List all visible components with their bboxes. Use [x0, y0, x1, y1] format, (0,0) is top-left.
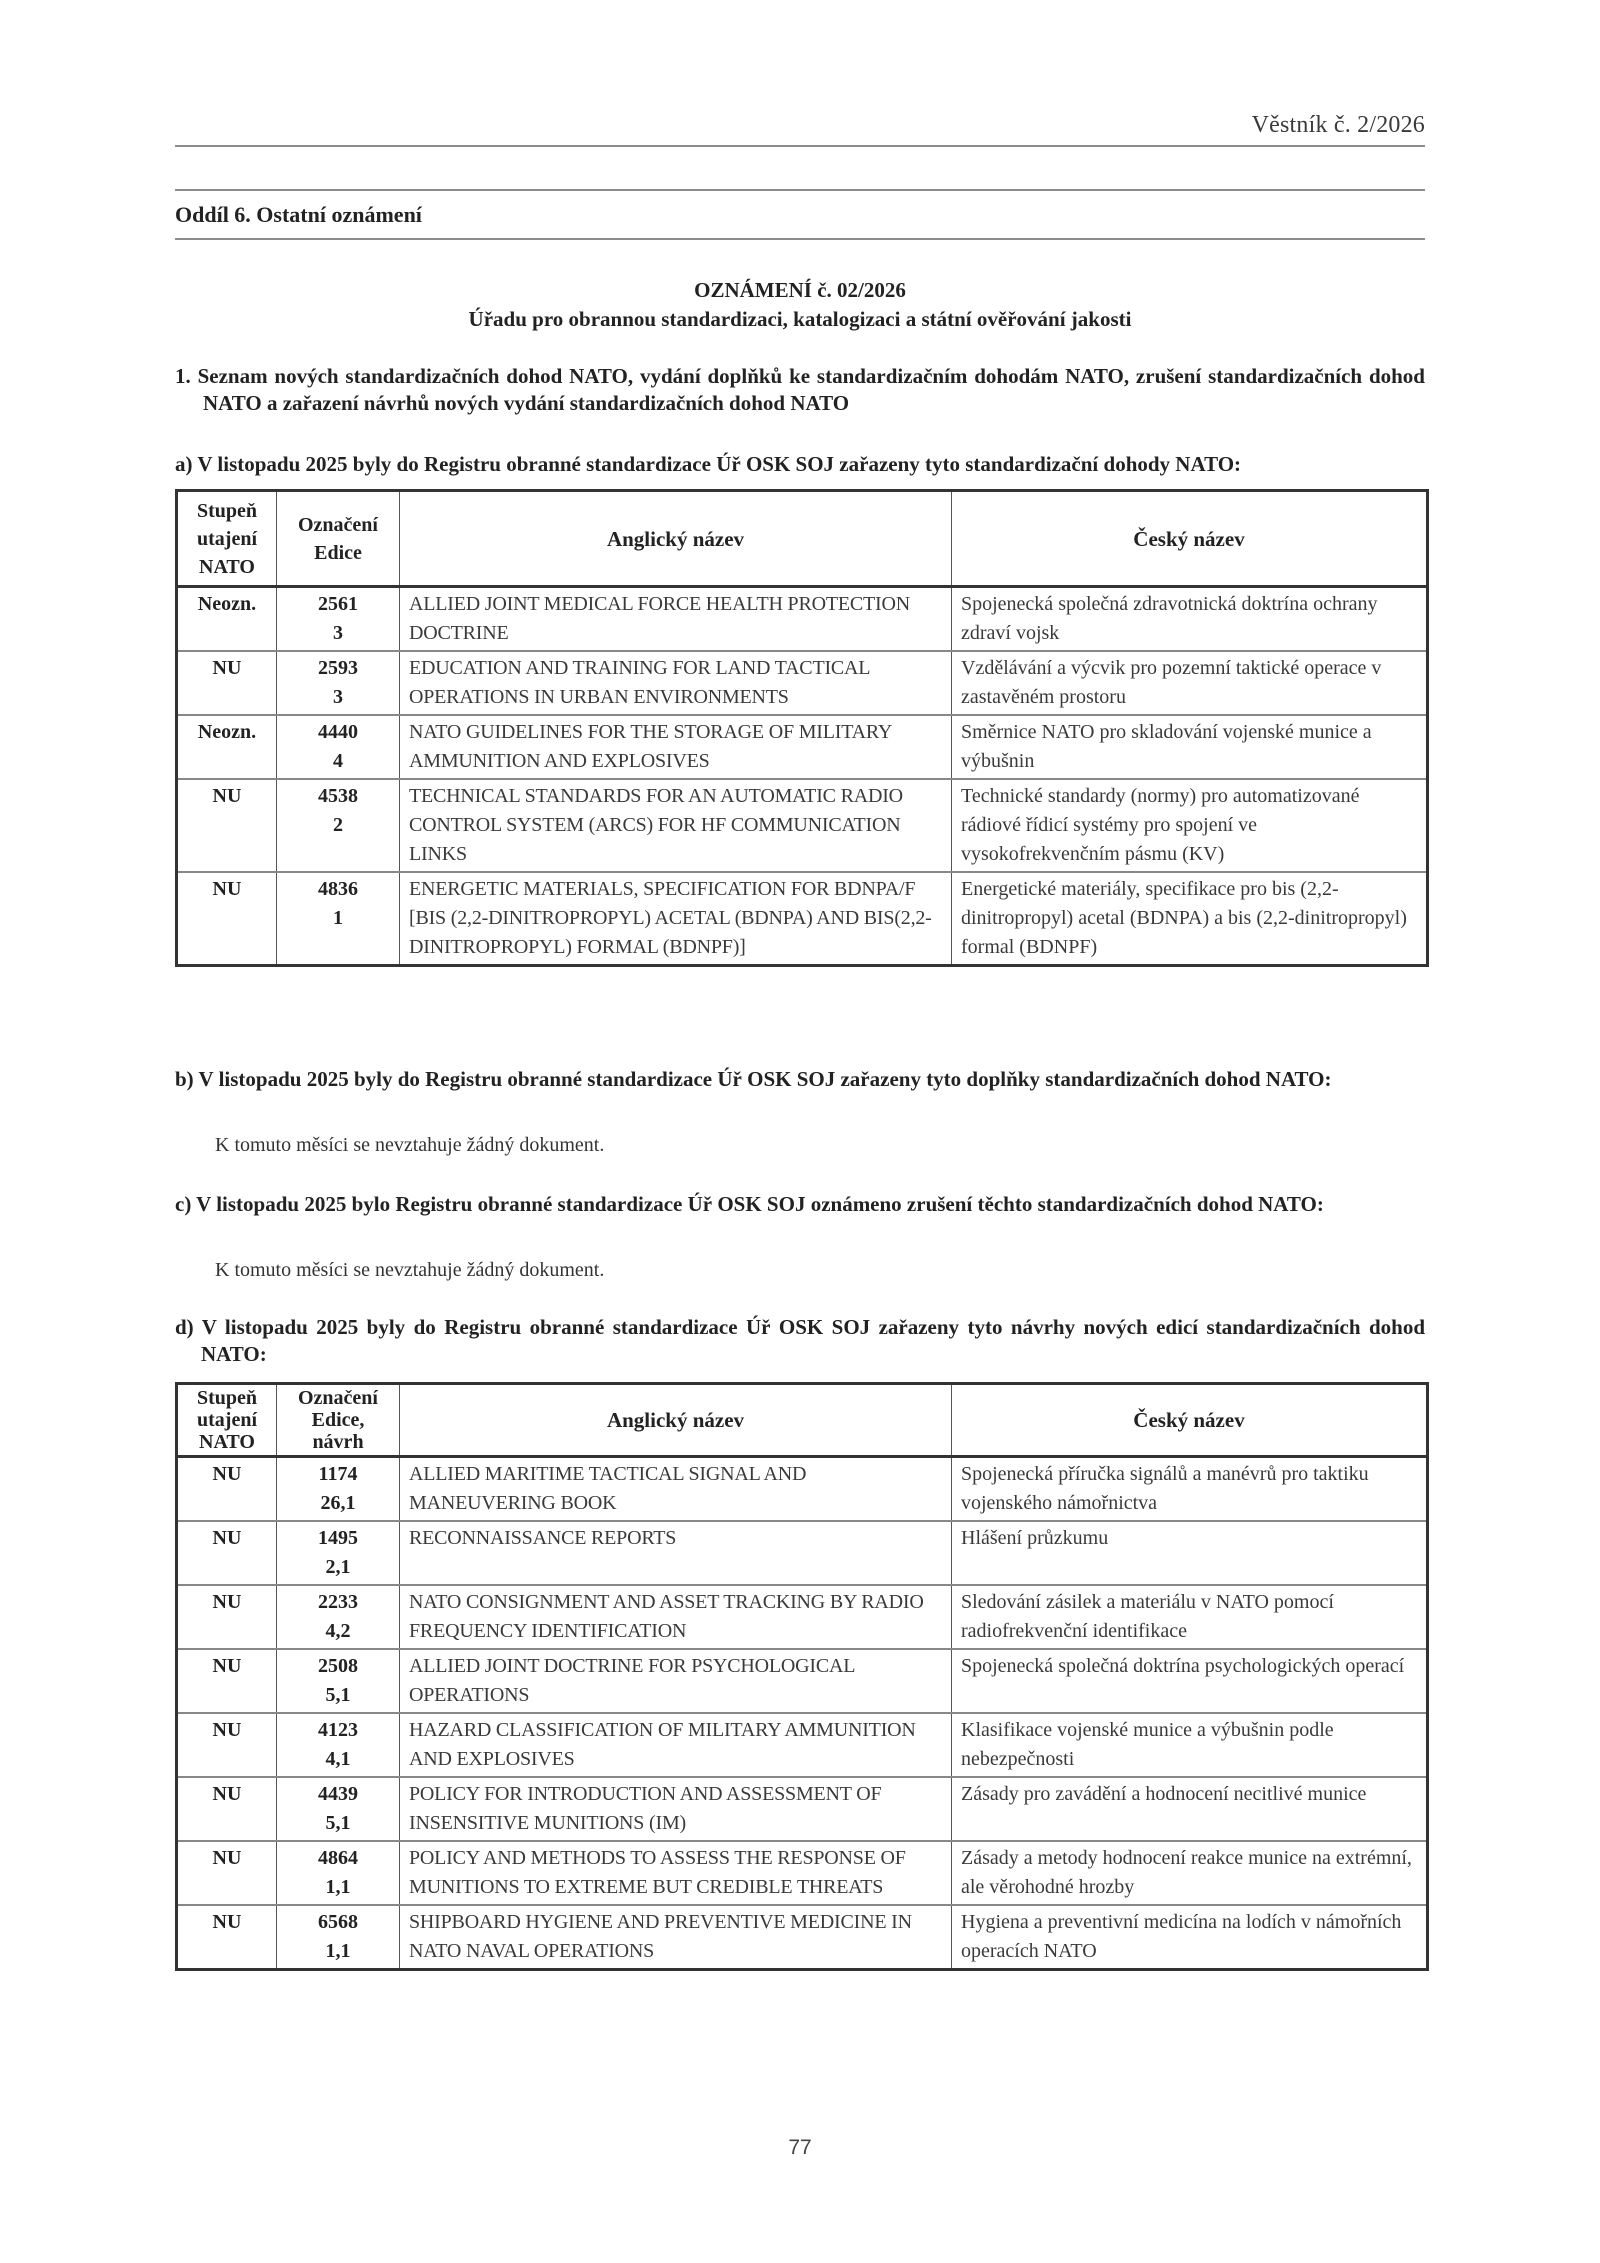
header-rule: [175, 145, 1425, 147]
section-b-heading: b) V listopadu 2025 byly do Registru obranné standardizace Úř OSK SOJ zařazeny tyto doplňky standardizačních dohod NATO:: [175, 1067, 1332, 1091]
table-row: [177, 1457, 1428, 1522]
designation-cell: 6568 1,1: [277, 1905, 400, 1970]
table-header-row: [177, 1384, 1428, 1457]
classification-cell: NU: [177, 779, 277, 872]
table-row: [177, 1841, 1428, 1905]
classification-cell: NU: [177, 872, 277, 966]
classification-cell: Neozn.: [177, 715, 277, 779]
czech-title-cell: Spojenecká společná doktrína psychologických operací: [952, 1649, 1428, 1713]
czech-title-cell: Energetické materiály, specifikace pro bis (2,2-dinitropropyl) acetal (BDNPA) a bis (2,2-dinitropropyl) formal (BDNPF): [952, 872, 1428, 966]
section-b-note: K tomuto měsíci se nevztahuje žádný dokument.: [215, 1134, 605, 1156]
designation-cell: 4439 5,1: [277, 1777, 400, 1841]
czech-title-cell: Hlášení průzkumu: [952, 1521, 1428, 1585]
czech-title-cell: Technické standardy (normy) pro automatizované rádiové řídicí systémy pro spojení ve vysokofrekvenčním pásmu (KV): [952, 779, 1428, 872]
english-title-cell: EDUCATION AND TRAINING FOR LAND TACTICAL OPERATIONS IN URBAN ENVIRONMENTS: [400, 651, 952, 715]
designation-cell: 4864 1,1: [277, 1841, 400, 1905]
designation-cell: 1174 26,1: [277, 1457, 400, 1522]
classification-cell: NU: [177, 651, 277, 715]
column-header-english: Anglický název: [400, 1384, 952, 1457]
table-row: [177, 715, 1428, 779]
table-row: [177, 1649, 1428, 1713]
classification-cell: NU: [177, 1649, 277, 1713]
english-title-cell: NATO GUIDELINES FOR THE STORAGE OF MILITARY AMMUNITION AND EXPLOSIVES: [400, 715, 952, 779]
czech-title-cell: Spojenecká společná zdravotnická doktrína ochrany zdraví vojsk: [952, 587, 1428, 652]
classification-cell: NU: [177, 1713, 277, 1777]
czech-title-cell: Zásady a metody hodnocení reakce munice na extrémní, ale věrohodné hrozby: [952, 1841, 1428, 1905]
column-header-english: Anglický název: [400, 491, 952, 587]
designation-cell: 1495 2,1: [277, 1521, 400, 1585]
english-title-cell: ENERGETIC MATERIALS, SPECIFICATION FOR BDNPA/F [BIS (2,2-DINITROPROPYL) ACETAL (BDNPA) AND BIS(2,2-DINITROPROPYL) FORMAL (BDNPF)]: [400, 872, 952, 966]
page-number: 77: [788, 2136, 812, 2159]
english-title-cell: SHIPBOARD HYGIENE AND PREVENTIVE MEDICINE IN NATO NAVAL OPERATIONS: [400, 1905, 952, 1970]
designation-cell: 4440 4: [277, 715, 400, 779]
column-header-designation: Označení Edice, návrh: [277, 1384, 400, 1457]
table-draft-editions: [175, 1382, 1429, 1971]
running-header: Věstník č. 2/2026: [1251, 112, 1425, 138]
table-header-row: [177, 491, 1428, 587]
designation-cell: 2593 3: [277, 651, 400, 715]
table-row: [177, 1585, 1428, 1649]
czech-title-cell: Směrnice NATO pro skladování vojenské munice a výbušnin: [952, 715, 1428, 779]
english-title-cell: POLICY FOR INTRODUCTION AND ASSESSMENT OF INSENSITIVE MUNITIONS (IM): [400, 1777, 952, 1841]
section-d-heading: d) V listopadu 2025 byly do Registru obranné standardizace Úř OSK SOJ zařazeny tyto návrhy nových edicí standardizačních dohod NATO:: [175, 1315, 1425, 1366]
designation-cell: 2508 5,1: [277, 1649, 400, 1713]
table-row: [177, 651, 1428, 715]
czech-title-cell: Sledování zásilek a materiálu v NATO pomocí radiofrekvenční identifikace: [952, 1585, 1428, 1649]
table-row: [177, 587, 1428, 652]
english-title-cell: RECONNAISSANCE REPORTS: [400, 1521, 952, 1585]
czech-title-cell: Hygiena a preventivní medicína na lodích v námořních operacích NATO: [952, 1905, 1428, 1970]
item-1-heading: 1. Seznam nových standardizačních dohod NATO, vydání doplňků ke standardizačním dohodám NATO, zrušení standardizačních dohod NATO a zařazení návrhů nových vydání standardizačních dohod NATO: [175, 364, 1425, 415]
english-title-cell: NATO CONSIGNMENT AND ASSET TRACKING BY RADIO FREQUENCY IDENTIFICATION: [400, 1585, 952, 1649]
czech-title-cell: Zásady pro zavádění a hodnocení necitlivé munice: [952, 1777, 1428, 1841]
english-title-cell: HAZARD CLASSIFICATION OF MILITARY AMMUNITION AND EXPLOSIVES: [400, 1713, 952, 1777]
designation-cell: 2561 3: [277, 587, 400, 652]
table-row: [177, 779, 1428, 872]
column-header-classification: Stupeň utajení NATO: [177, 491, 277, 587]
table-row: [177, 1713, 1428, 1777]
section-a-heading: a) V listopadu 2025 byly do Registru obranné standardizace Úř OSK SOJ zařazeny tyto standardizační dohody NATO:: [175, 452, 1242, 476]
classification-cell: NU: [177, 1841, 277, 1905]
column-header-designation: Označení Edice: [277, 491, 400, 587]
section-rule-top: [175, 189, 1425, 191]
section-title: Oddíl 6. Ostatní oznámení: [175, 202, 422, 227]
designation-cell: 4123 4,1: [277, 1713, 400, 1777]
notice-title: OZNÁMENÍ č. 02/2026: [694, 278, 906, 302]
table-row: [177, 872, 1428, 966]
designation-cell: 2233 4,2: [277, 1585, 400, 1649]
english-title-cell: ALLIED MARITIME TACTICAL SIGNAL AND MANEUVERING BOOK: [400, 1457, 952, 1522]
czech-title-cell: Klasifikace vojenské munice a výbušnin podle nebezpečnosti: [952, 1713, 1428, 1777]
classification-cell: NU: [177, 1777, 277, 1841]
classification-cell: NU: [177, 1457, 277, 1522]
czech-title-cell: Vzdělávání a výcvik pro pozemní taktické operace v zastavěném prostoru: [952, 651, 1428, 715]
english-title-cell: POLICY AND METHODS TO ASSESS THE RESPONSE OF MUNITIONS TO EXTREME BUT CREDIBLE THREATS: [400, 1841, 952, 1905]
table-new-stanags: [175, 489, 1429, 967]
classification-cell: Neozn.: [177, 587, 277, 652]
section-c-heading: c) V listopadu 2025 bylo Registru obranné standardizace Úř OSK SOJ oznámeno zrušení těchto standardizačních dohod NATO:: [175, 1192, 1324, 1216]
column-header-czech: Český název: [952, 491, 1428, 587]
section-c-note: K tomuto měsíci se nevztahuje žádný dokument.: [215, 1259, 605, 1281]
notice-subtitle: Úřadu pro obrannou standardizaci, katalogizaci a státní ověřování jakosti: [468, 307, 1132, 331]
classification-cell: NU: [177, 1585, 277, 1649]
english-title-cell: TECHNICAL STANDARDS FOR AN AUTOMATIC RADIO CONTROL SYSTEM (ARCS) FOR HF COMMUNICATION LINKS: [400, 779, 952, 872]
notice-heading: [175, 276, 1425, 334]
english-title-cell: ALLIED JOINT DOCTRINE FOR PSYCHOLOGICAL OPERATIONS: [400, 1649, 952, 1713]
designation-cell: 4538 2: [277, 779, 400, 872]
classification-cell: NU: [177, 1905, 277, 1970]
table-row: [177, 1905, 1428, 1970]
column-header-classification: Stupeň utajení NATO: [177, 1384, 277, 1457]
english-title-cell: ALLIED JOINT MEDICAL FORCE HEALTH PROTECTION DOCTRINE: [400, 587, 952, 652]
table-row: [177, 1777, 1428, 1841]
czech-title-cell: Spojenecká příručka signálů a manévrů pro taktiku vojenského námořnictva: [952, 1457, 1428, 1522]
section-rule-bottom: [175, 238, 1425, 240]
column-header-czech: Český název: [952, 1384, 1428, 1457]
table-row: [177, 1521, 1428, 1585]
classification-cell: NU: [177, 1521, 277, 1585]
designation-cell: 4836 1: [277, 872, 400, 966]
